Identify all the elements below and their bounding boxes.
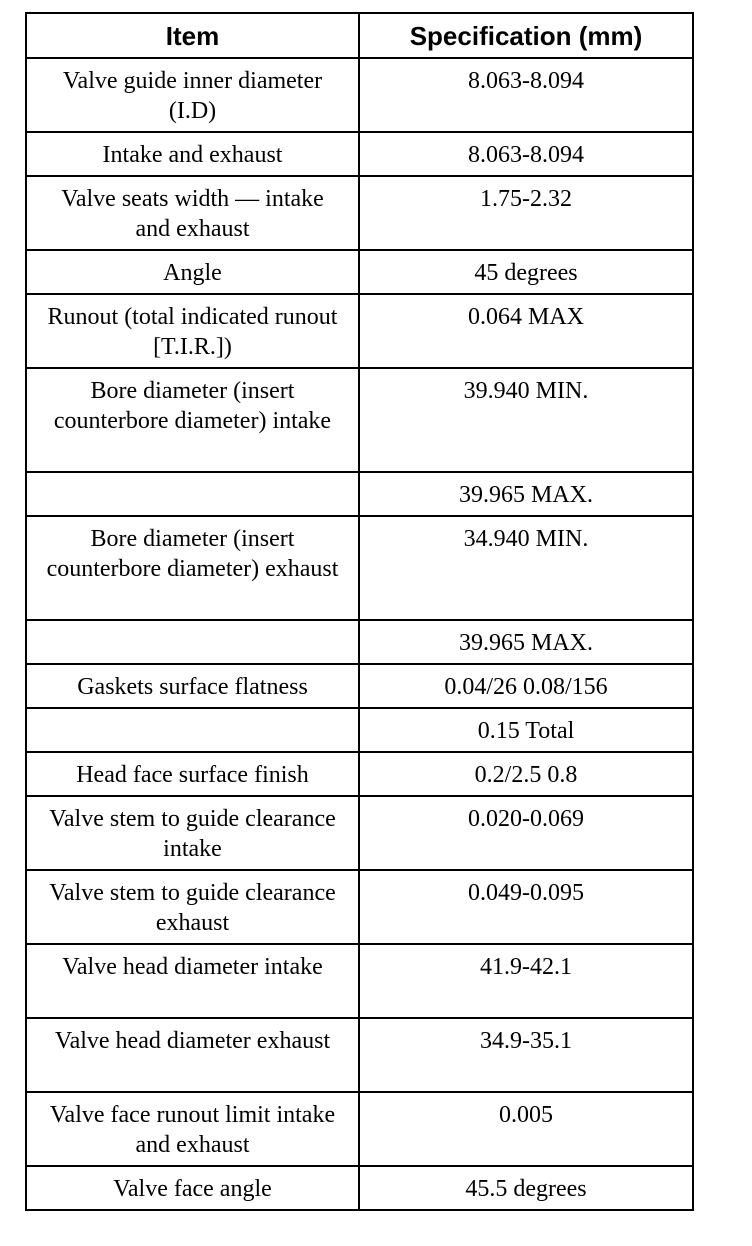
item-cell: Valve guide inner diameter (I.D): [26, 58, 359, 132]
item-cell: Gaskets surface flatness: [26, 664, 359, 708]
spec-cell: 8.063-8.094: [359, 132, 693, 176]
table-header-row: [26, 13, 693, 58]
table-row: [26, 664, 693, 708]
item-cell: Angle: [26, 250, 359, 294]
table-row: [26, 1092, 693, 1166]
table-row: [26, 250, 693, 294]
table-row: [26, 752, 693, 796]
table-row: [26, 132, 693, 176]
spec-cell: 39.965 MAX.: [359, 620, 693, 664]
table-row: [26, 58, 693, 132]
spec-cell: 0.049-0.095: [359, 870, 693, 944]
spec-cell: 8.063-8.094: [359, 58, 693, 132]
spec-table: [25, 12, 694, 1211]
spec-cell: 0.04/26 0.08/156: [359, 664, 693, 708]
item-cell: Valve face angle: [26, 1166, 359, 1210]
table-row: [26, 1018, 693, 1092]
spec-cell: 0.2/2.5 0.8: [359, 752, 693, 796]
table-row: [26, 870, 693, 944]
spec-cell: 45 degrees: [359, 250, 693, 294]
item-cell: Bore diameter (insert counterbore diameter) exhaust: [26, 516, 359, 620]
item-cell: Valve head diameter exhaust: [26, 1018, 359, 1092]
spec-cell: 39.940 MIN.: [359, 368, 693, 472]
table-row: [26, 944, 693, 1018]
header-specification: Specification (mm): [359, 13, 693, 58]
spec-cell: 45.5 degrees: [359, 1166, 693, 1210]
spec-cell: 0.15 Total: [359, 708, 693, 752]
spec-cell: 0.005: [359, 1092, 693, 1166]
table-row: [26, 708, 693, 752]
item-cell: Valve stem to guide clearance intake: [26, 796, 359, 870]
item-cell: [26, 620, 359, 664]
spec-cell: 0.064 MAX: [359, 294, 693, 368]
item-cell: Head face surface finish: [26, 752, 359, 796]
table-row: [26, 294, 693, 368]
table-row: [26, 1166, 693, 1210]
header-item: Item: [26, 13, 359, 58]
item-cell: Valve seats width — intake and exhaust: [26, 176, 359, 250]
spec-cell: 34.9-35.1: [359, 1018, 693, 1092]
spec-cell: 39.965 MAX.: [359, 472, 693, 516]
spec-cell: 1.75-2.32: [359, 176, 693, 250]
spec-cell: 0.020-0.069: [359, 796, 693, 870]
item-cell: [26, 472, 359, 516]
table-row: [26, 472, 693, 516]
item-cell: [26, 708, 359, 752]
spec-cell: 41.9-42.1: [359, 944, 693, 1018]
item-cell: Intake and exhaust: [26, 132, 359, 176]
table-row: [26, 176, 693, 250]
spec-cell: 34.940 MIN.: [359, 516, 693, 620]
item-cell: Runout (total indicated runout [T.I.R.]): [26, 294, 359, 368]
item-cell: Valve face runout limit intake and exhaust: [26, 1092, 359, 1166]
table-row: [26, 796, 693, 870]
item-cell: Valve head diameter intake: [26, 944, 359, 1018]
table-row: [26, 516, 693, 620]
item-cell: Bore diameter (insert counterbore diameter) intake: [26, 368, 359, 472]
table-row: [26, 368, 693, 472]
item-cell: Valve stem to guide clearance exhaust: [26, 870, 359, 944]
table-row: [26, 620, 693, 664]
